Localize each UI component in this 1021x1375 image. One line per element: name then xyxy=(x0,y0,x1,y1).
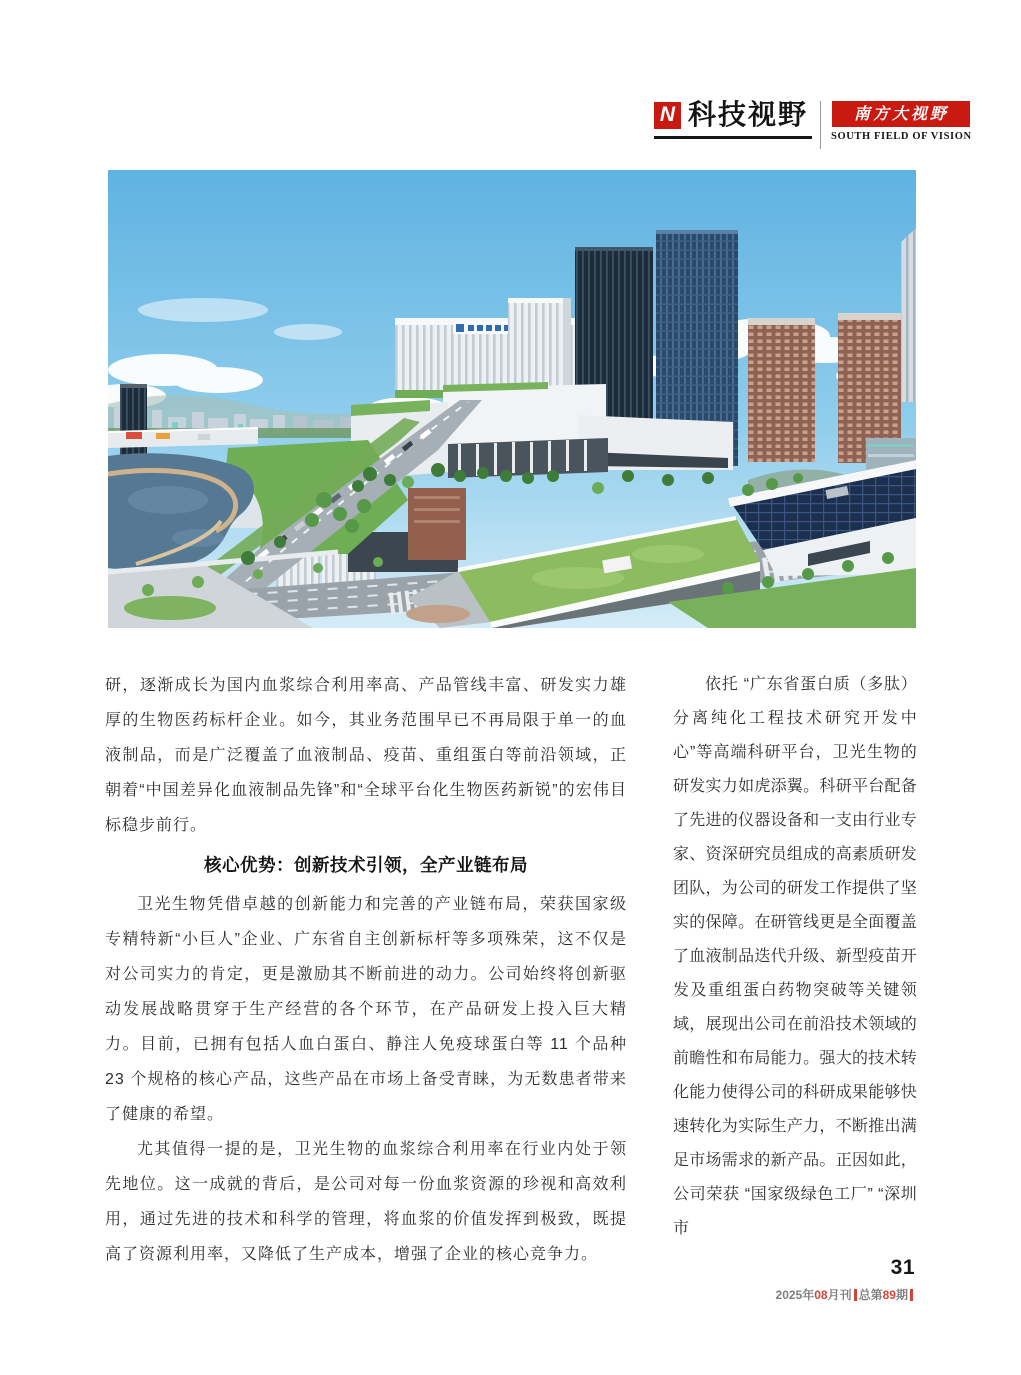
article-body xyxy=(105,668,917,1272)
issue-month: 08 xyxy=(814,1288,828,1302)
masthead xyxy=(654,101,972,149)
banner-block xyxy=(831,101,972,142)
page-number: 31 xyxy=(890,1256,915,1279)
brand-n-logo-icon: N xyxy=(654,102,681,129)
banner-title: 南方大视野 xyxy=(832,101,970,127)
paragraph: 卫光生物凭借卓越的创新能力和完善的产业链布局，荣获国家级专精特新“小巨人”企业、广东省自主创新标杆等多项殊荣，这不仅是对公司实力的肯定，更是激励其不断前进的动力。公司始终将创新驱动发展战略贯穿于生产经营的各个环节，在产品研发上投入巨大精力。目前，已拥有包括人血白蛋白、静注人免疫球蛋白等 11 个品种 23 个规格的核心产品，这些产品在市场上备受青睐，为无数患者带来了健康的希望。 xyxy=(105,896,627,1123)
issue-year: 2025年 xyxy=(775,1288,815,1302)
campus-aerial-photo xyxy=(108,170,916,628)
banner-subtitle: SOUTH FIELD OF VISION xyxy=(831,131,972,143)
red-divider xyxy=(854,1289,857,1301)
section-heading: 核心优势：创新技术引领，全产业链布局 xyxy=(204,855,528,875)
paragraph: 依托 “广东省蛋白质（多肽）分离纯化工程技术研究开发中心”等高端科研平台，卫光生物的研发实力如虎添翼。科研平台配备了先进的仪器设备和一支由行业专家、资深研究员组成的高素质研发团队，为公司的研发工作提供了坚实的保障。在研管线更是全面覆盖了血液制品迭代升级、新型疫苗开发及重组蛋白药物突破等关键领域，展现出公司在前沿技术领域的前瞻性和布局能力。强大的技术转化能力使得公司的科研成果能够快速转化为实际生产力，不断推出满足市场需求的新产品。正因如此，公司荣获 “国家级绿色工厂” “深圳市 xyxy=(673,676,917,1237)
red-divider xyxy=(910,1289,913,1301)
article-left-column xyxy=(105,668,627,1272)
article-right-column xyxy=(673,668,917,1272)
issue-number-label: 期 xyxy=(895,1288,908,1302)
paragraph-continuation: 研，逐渐成长为国内血浆综合利用率高、产品管线丰富、研发实力雄厚的生物医药标杆企业。如今，其业务范围早已不再局限于单一的血液制品，而是广泛覆盖了血液制品、疫苗、重组蛋白等前沿领域，正朝着“中国差异化血液制品先锋”和“全球平台化生物医药新锐”的宏伟目标稳步前行。 xyxy=(105,677,627,834)
brand-block xyxy=(654,101,812,139)
masthead-divider xyxy=(820,101,821,149)
brand-title: 科技视野 xyxy=(688,99,809,130)
issue-number: 89 xyxy=(882,1288,896,1302)
issue-info xyxy=(776,1288,915,1302)
issue-total-label: 总第 xyxy=(858,1288,883,1302)
issue-month-label: 月刊 xyxy=(827,1288,852,1302)
paragraph: 尤其值得一提的是，卫光生物的血浆综合利用率在行业内处于领先地位。这一成就的背后，是公司对每一份血浆资源的珍视和高效利用，通过先进的技术和科学的管理，将血浆的价值发挥到极致，既提高了资源利用率，又降低了生产成本，增强了企业的核心竞争力。 xyxy=(105,1141,627,1263)
